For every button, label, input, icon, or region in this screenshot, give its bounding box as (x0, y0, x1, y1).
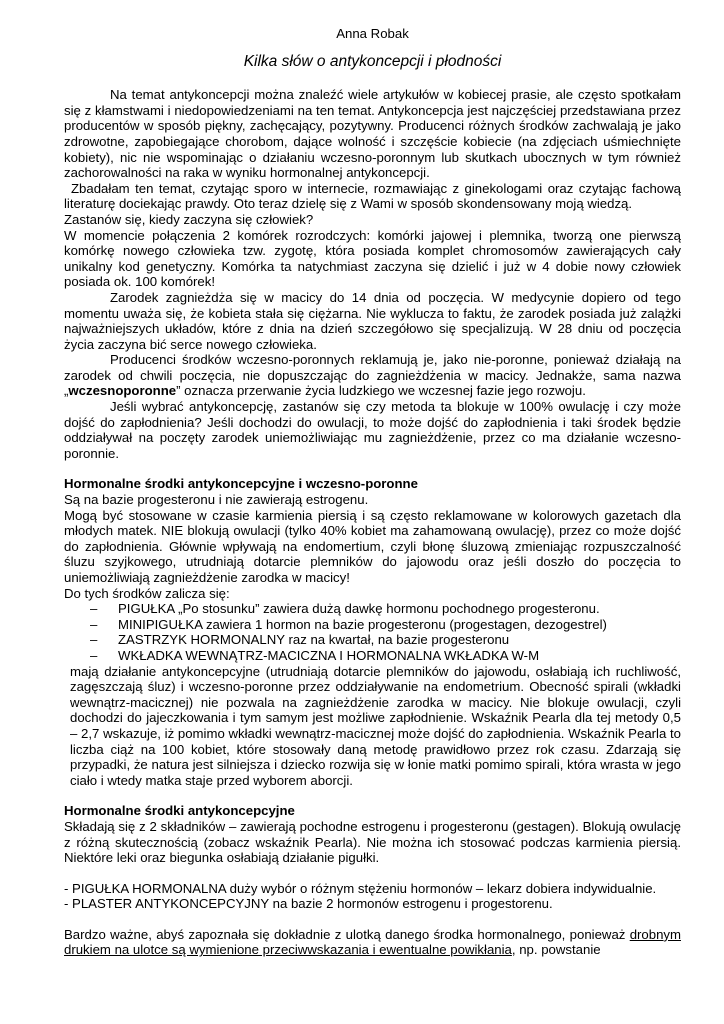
bold-term: wczesnoporonne (68, 383, 177, 399)
spacer (64, 866, 681, 881)
paragraph-conception: W momencie połączenia 2 komórek rozrodczych: komórki jajowej i plemnika, tworzą one pierwszą komórkę nowego człowieka tzw. zygotę, która posiada komplet chromosomów zawierających cały unikalny kod genetyczny. Komórka ta natychmiast zaczyna się dzielić i już w 4 dobie nowy człowiek posiada ok. 100 komórek! (64, 227, 681, 290)
spacer (64, 912, 681, 927)
list-item: – ZASTRZYK HORMONALNY raz na kwartał, na bazie progesteronu (90, 632, 681, 648)
section-heading-2: Hormonalne środki antykoncepcyjne (64, 803, 295, 819)
text-span: , np. powstanie (511, 942, 601, 958)
paragraph-research: Zbadałam ten temat, czytając sporo w internecie, rozmawiając z ginekologami oraz czytając fachową literaturę dociekając prawdy. Oto teraz dzielę się z Wami w sposób skondensowany moją wiedzą. (64, 180, 681, 212)
paragraph-question: Zastanów się, kiedy zaczyna się człowiek? (64, 211, 314, 227)
text-span: Bardzo ważne, abyś zapoznała się dokładnie z ulotką danego środka hormonalnego, ponieważ (64, 926, 630, 942)
section2-item2: - PLASTER ANTYKONCEPCYJNY na bazie 2 hormonów estrogenu i progestorenu. (64, 896, 553, 912)
author-name: Anna Robak (336, 26, 409, 41)
list-item: – WKŁADKA WEWNĄTRZ-MACICZNA I HORMONALNA WKŁADKA W-M (90, 648, 681, 664)
section-heading-1: Hormonalne środki antykoncepcyjne i wczesno-poronne (64, 476, 418, 492)
section2-line1: Składają się z 2 składników – zawierają pochodne estrogenu i progesteronu (gestagen). Blokują owulację z różną skutecznością (zobacz wskaźnik Pearla). Nie można ich stosować podczas karmienia piersią. Niektóre leki oraz biegunka osłabiają działanie pigułki. (64, 818, 681, 866)
paragraph-intro: Na temat antykoncepcji można znaleźć wiele artykułów w kobiecej prasie, ale często spotkałam się z kłamstwami i niedopowiedzeniami na ten temat. Antykoncepcja jest najczęściej przedstawiana przez producentów w sposób piękny, zachęcający, pozytywny. Producenci różnych środków zachwalają je jako zdrowotne, zapobiegające chorobom, dające wolność i szczęście kobiecie (na zdjęciach uśmiechnięte kobiety), nic nie wspominając o działaniu wczesno-poronnym lub skutkach ubocznych w tym również zachorowalności na raka w wyniku hormonalnej antykoncepcji. (64, 87, 681, 181)
paragraph-embryo: Zarodek zagnieżdża się w macicy do 14 dnia od poczęcia. W medycynie dopiero od tego momentu uważa się, że kobieta stała się ciężarna. Nie wyklucza to faktu, że zarodek posiada już zalążki najważniejszych układów, które z dnia na dzień szczegółowo się specjalizują. W 28 dniu od poczęcia życia zaczyna bić serce nowego człowieka. (64, 289, 681, 352)
section1-line3: Do tych środków zalicza się: (64, 585, 230, 601)
spacer (64, 461, 681, 476)
list-item: – PIGUŁKA „Po stosunku” zawiera dużą dawkę hormonu pochodnego progesteronu. (90, 601, 681, 617)
section1-line2: Mogą być stosowane w czasie karmienia piersią i są często reklamowane w kolorowych gazetach dla młodych matek. NIE blokują owulacji (tylko 40% kobiet ma zahamowaną owulację), przez co może dojść do zapłodnienia. Głównie wpływają na endomertium, czyli błonę śluzową zmieniając rozpuszczalność śluzu szyjkowego, utrudniają dotarcie plemników do jajowodu oraz jeśli doszło do poczęcia to uniemożliwiają zagnieżdżenie zarodka w macicy! (64, 507, 681, 585)
section1-line1: Są na bazie progesteronu i nie zawierają estrogenu. (64, 492, 369, 508)
text-span: ” oznacza przerwanie życia ludzkiego we wczesnej fazie jego rozwoju. (176, 383, 586, 399)
document-title: Kilka słów o antykoncepcji i płodności (243, 52, 502, 70)
section1-after: mają działanie antykoncepcyjne (utrudniają dotarcie plemników do jajowodu, osłabiają ich ruchliwość, zagęszczają śluz) i wczesno-poronne przez oddziaływanie na endometrium. Obecność spirali (wkładki wewnątrz-macicznej) nie pozwala na zagnieżdżenie zarodka w macicy. Nie blokuje owulacji, czyli dochodzi do jajeczkowania i tym samym jest możliwe zapłodnienie. Wskaźnik Pearla dla tej metody 0,5 – 2,7 wskazuje, iż pomimo wkładki wewnątrz-macicznej może dojść do zapłodnienia. Wskaźnik Pearla to liczba ciąż na 100 kobiet, które stosowały daną metodę prawidłowo przez rok czasu. Zdarzają się przypadki, że natura jest silniejsza i dziecko rozwija się w łonie matki pomimo spirali, która wrasta w jego ciało i wtedy matka staje przed wyborem aborcji. (70, 663, 681, 788)
paragraph-choice: Jeśli wybrać antykoncepcję, zastanów się czy metoda ta blokuje w 100% owulację i czy może dojść do zapłodnienia? Jeśli dochodzi do owulacji, to może dojść do zapłodnienia i taki środek będzie oddziaływał na poczęty zarodek uniemożliwiając mu zagnieżdżenie, przez co ma działanie wczesno-poronnie. (64, 399, 681, 461)
spacer (64, 788, 681, 803)
paragraph-producers (64, 352, 681, 399)
underlined-text: drobnym drukiem na ulotce są wymienione przeciwwskazania i ewentualne powikłania (64, 926, 681, 958)
section2-item1: - PIGUŁKA HORMONALNA duży wybór o różnym stężeniu hormonów – lekarz dobiera indywidualnie. (64, 880, 657, 896)
document-page (64, 24, 681, 958)
list-item: – MINIPIGUŁKA zawiera 1 hormon na bazie progesteronu (progestagen, dezogestrel) (90, 617, 681, 633)
section1-list (64, 601, 681, 663)
section2-final (64, 927, 681, 958)
text-span: Producenci środków wczesno-poronnych reklamują je, jako nie-poronne, ponieważ działają na zarodek od chwili poczęcia, nie dopuszczając do zagnieżdżenia w macicy. Jednakże, sama nazwa „ (64, 352, 681, 399)
